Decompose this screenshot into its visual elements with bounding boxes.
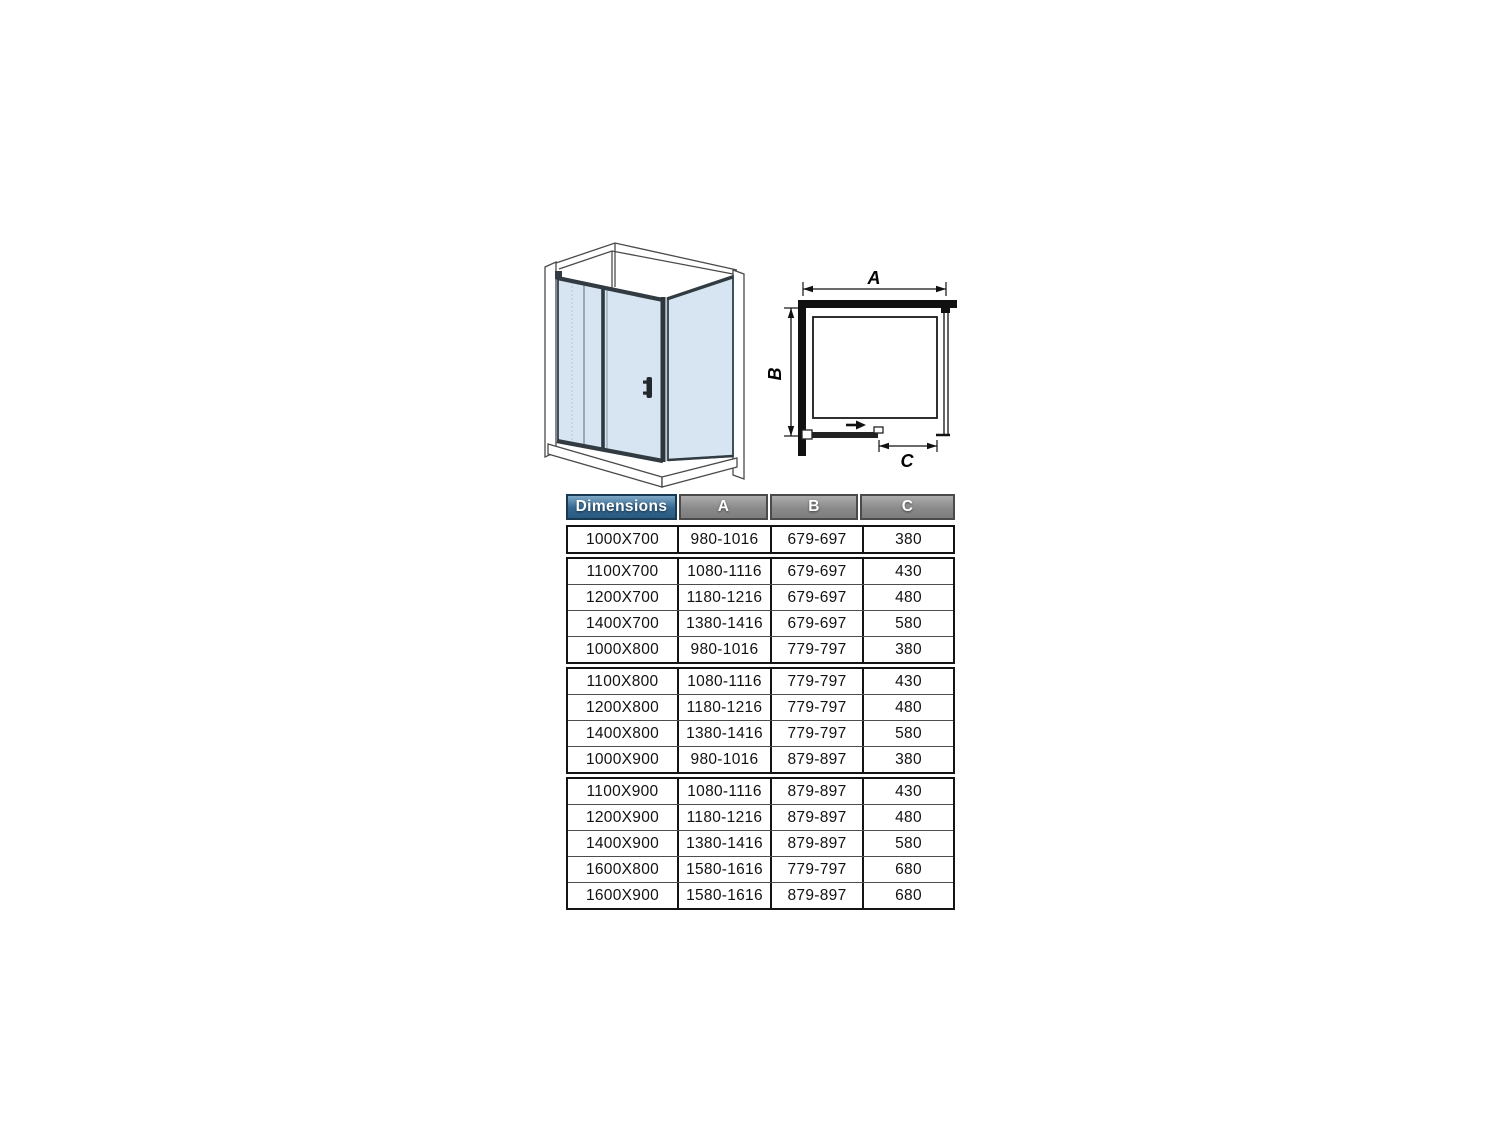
table-row bbox=[568, 610, 953, 636]
cell-a: 1180-1216 bbox=[679, 695, 772, 720]
cell-b: 879-897 bbox=[772, 831, 864, 856]
header-b: B bbox=[770, 494, 858, 520]
table-row bbox=[568, 779, 953, 804]
cell-a: 1180-1216 bbox=[679, 805, 772, 830]
plan-door-bracket-left bbox=[802, 430, 812, 439]
cell-b: 679-697 bbox=[772, 585, 864, 610]
plan-wall-top bbox=[798, 300, 957, 308]
wall-bracket bbox=[555, 271, 562, 279]
table-row bbox=[568, 882, 953, 908]
cell-c: 380 bbox=[895, 750, 922, 768]
cell-size: 1100X700 bbox=[568, 559, 679, 584]
table-row bbox=[568, 636, 953, 662]
cell-c: 480 bbox=[895, 588, 922, 606]
cell-a: 1080-1116 bbox=[679, 669, 772, 694]
dim-label-b: B bbox=[765, 367, 785, 381]
header-dimensions: Dimensions bbox=[566, 494, 677, 520]
cell-a: 1380-1416 bbox=[679, 721, 772, 746]
plan-panel-bracket-top bbox=[941, 307, 950, 313]
table-row bbox=[568, 584, 953, 610]
cell-c: 680 bbox=[895, 886, 922, 904]
table-row bbox=[568, 746, 953, 772]
dimensions-table bbox=[566, 494, 955, 910]
plan-door-bar bbox=[812, 432, 878, 438]
cell-b: 779-797 bbox=[772, 721, 864, 746]
table-row bbox=[568, 669, 953, 694]
cell-b: 879-897 bbox=[772, 779, 864, 804]
slide-direction-arrow bbox=[846, 421, 866, 430]
table-group bbox=[566, 667, 955, 774]
cell-b: 879-897 bbox=[772, 883, 864, 908]
dimension-b bbox=[765, 308, 798, 436]
cell-size: 1600X900 bbox=[568, 883, 679, 908]
cell-c: 380 bbox=[895, 640, 922, 658]
cell-size: 1600X800 bbox=[568, 857, 679, 882]
dim-label-c: C bbox=[900, 451, 914, 471]
cell-a: 1380-1416 bbox=[679, 831, 772, 856]
plan-glass-outline bbox=[813, 317, 937, 418]
table-row bbox=[568, 856, 953, 882]
cell-size: 1400X800 bbox=[568, 721, 679, 746]
cell-b: 779-797 bbox=[772, 857, 864, 882]
cell-c: 430 bbox=[895, 562, 922, 580]
cell-c: 480 bbox=[895, 698, 922, 716]
table-row bbox=[568, 804, 953, 830]
header-c: C bbox=[860, 494, 955, 520]
back-wall-rim bbox=[556, 243, 737, 288]
cell-size: 1100X900 bbox=[568, 779, 679, 804]
table-row bbox=[568, 720, 953, 746]
table-row bbox=[568, 527, 953, 552]
cell-size: 1200X900 bbox=[568, 805, 679, 830]
cell-a: 1380-1416 bbox=[679, 611, 772, 636]
dim-label-a: A bbox=[867, 268, 881, 288]
cell-size: 1000X900 bbox=[568, 747, 679, 772]
table-row bbox=[568, 559, 953, 584]
dimension-c bbox=[879, 440, 937, 471]
cell-c: 580 bbox=[895, 724, 922, 742]
cell-a: 980-1016 bbox=[679, 747, 772, 772]
cell-size: 1000X800 bbox=[568, 637, 679, 662]
cell-c: 380 bbox=[895, 530, 922, 548]
dimension-a bbox=[803, 268, 946, 296]
handle-mount-top bbox=[643, 381, 647, 384]
cell-size: 1200X800 bbox=[568, 695, 679, 720]
cell-a: 1080-1116 bbox=[679, 779, 772, 804]
cell-b: 679-697 bbox=[772, 559, 864, 584]
cell-size: 1000X700 bbox=[568, 527, 679, 552]
table-group bbox=[566, 777, 955, 910]
cell-a: 1580-1616 bbox=[679, 857, 772, 882]
isometric-view bbox=[520, 222, 770, 497]
shower-tray-side bbox=[662, 458, 737, 487]
door-handle bbox=[647, 377, 653, 398]
cell-c: 480 bbox=[895, 808, 922, 826]
table-row bbox=[568, 694, 953, 720]
cell-b: 779-797 bbox=[772, 695, 864, 720]
cell-b: 779-797 bbox=[772, 637, 864, 662]
plan-door-guide bbox=[874, 427, 883, 433]
cell-c: 680 bbox=[895, 860, 922, 878]
cell-c: 580 bbox=[895, 614, 922, 632]
cell-size: 1400X700 bbox=[568, 611, 679, 636]
cell-size: 1200X700 bbox=[568, 585, 679, 610]
cell-size: 1400X900 bbox=[568, 831, 679, 856]
cell-b: 879-897 bbox=[772, 805, 864, 830]
cell-a: 1580-1616 bbox=[679, 883, 772, 908]
table-group bbox=[566, 557, 955, 664]
table-body bbox=[566, 525, 955, 910]
cell-a: 980-1016 bbox=[679, 637, 772, 662]
cell-c: 430 bbox=[895, 782, 922, 800]
cell-b: 779-797 bbox=[772, 669, 864, 694]
cell-a: 1180-1216 bbox=[679, 585, 772, 610]
cell-a: 1080-1116 bbox=[679, 559, 772, 584]
cell-c: 430 bbox=[895, 672, 922, 690]
cell-b: 879-897 bbox=[772, 747, 864, 772]
cell-a: 980-1016 bbox=[679, 527, 772, 552]
sliding-door-glass bbox=[558, 277, 662, 460]
cell-c: 580 bbox=[895, 834, 922, 852]
cell-b: 679-697 bbox=[772, 527, 864, 552]
handle-mount-bottom bbox=[643, 392, 647, 395]
table-row bbox=[568, 830, 953, 856]
table-header-row bbox=[566, 494, 955, 520]
wall-right bbox=[733, 270, 744, 479]
plan-view bbox=[763, 260, 975, 475]
plan-return-panel bbox=[936, 309, 950, 435]
cell-b: 679-697 bbox=[772, 611, 864, 636]
cell-size: 1100X800 bbox=[568, 669, 679, 694]
header-a: A bbox=[679, 494, 768, 520]
table-group bbox=[566, 525, 955, 554]
wall-left bbox=[545, 262, 556, 457]
side-glass-panel bbox=[668, 276, 733, 460]
